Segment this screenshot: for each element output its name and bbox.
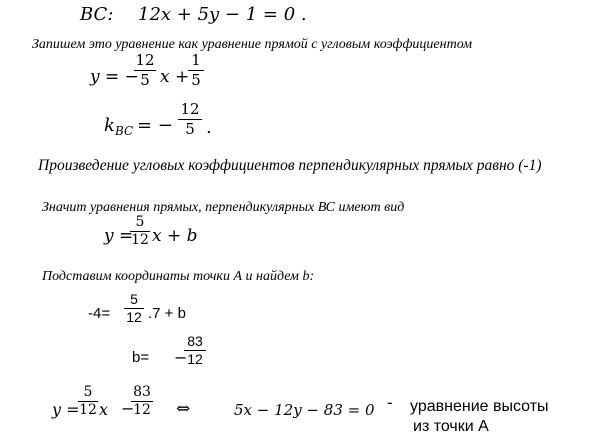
final-f2-num: 83 bbox=[133, 384, 151, 400]
perp-tail: x + b bbox=[152, 226, 198, 246]
subst-den: 12 bbox=[126, 309, 142, 326]
slope-lhs: y = − bbox=[90, 67, 139, 87]
slope-f2-den: 5 bbox=[191, 70, 201, 89]
final-fraction-1 bbox=[78, 385, 98, 419]
perp-num: 5 bbox=[135, 214, 145, 230]
perp-fraction bbox=[130, 215, 150, 249]
equivalence-symbol: ⇔ bbox=[176, 399, 191, 419]
perp-text: Значит уравнения прямых, перпендикулярных ВС имеют вид bbox=[42, 200, 405, 215]
slope-mid: x + bbox=[160, 67, 190, 87]
perp-den: 12 bbox=[131, 232, 149, 249]
k-eq: = − bbox=[137, 115, 173, 136]
slope-f2-num: 1 bbox=[191, 51, 201, 69]
slope-fraction-2 bbox=[188, 52, 204, 88]
final-x: x bbox=[99, 400, 109, 419]
subst-text: Подставим координаты точки А и найдем b: bbox=[42, 269, 315, 284]
k-num: 12 bbox=[180, 100, 200, 118]
b-sign: − bbox=[174, 348, 188, 367]
k-den: 5 bbox=[185, 119, 195, 138]
subst-fraction bbox=[124, 292, 144, 326]
k-subscript: BC bbox=[115, 124, 134, 138]
subst-num: 5 bbox=[130, 291, 138, 307]
final-lhs: y = bbox=[52, 400, 80, 419]
bc-equation: 12x + 5y − 1 = 0 . bbox=[138, 4, 307, 25]
final-f1-den: 12 bbox=[79, 402, 97, 419]
final-fraction-2 bbox=[131, 385, 153, 419]
slope-f1-den: 5 bbox=[140, 70, 150, 89]
b-den: 12 bbox=[187, 351, 203, 368]
subst-lhs: -4= bbox=[88, 305, 111, 322]
final-minus: − bbox=[121, 399, 135, 418]
bc-label: BC: bbox=[80, 4, 114, 25]
intro-text: Запишем это уравнение как уравнение прямой с угловым коэффициентом bbox=[32, 37, 473, 52]
k-fraction bbox=[178, 101, 202, 137]
final-note-line2: из точки А bbox=[413, 418, 489, 435]
b-lhs: b= bbox=[132, 349, 150, 366]
slope-fraction-1 bbox=[134, 52, 156, 88]
final-general-equation: 5x − 12y − 83 = 0 bbox=[234, 401, 375, 419]
b-fraction bbox=[184, 334, 206, 368]
final-dash: - bbox=[387, 393, 393, 412]
slope-f1-num: 12 bbox=[135, 51, 155, 69]
final-note-line1: уравнение высоты bbox=[410, 398, 549, 415]
b-num: 83 bbox=[187, 333, 203, 349]
perp-lhs: y = bbox=[104, 226, 134, 246]
k-symbol: k bbox=[104, 115, 115, 136]
final-f2-den: 12 bbox=[133, 402, 151, 419]
k-period: . bbox=[206, 117, 212, 138]
product-text: Произведение угловых коэффициентов перпендикулярных прямых равно (-1) bbox=[38, 157, 542, 174]
final-f1-num: 5 bbox=[83, 384, 93, 400]
subst-tail: .7 + b bbox=[148, 305, 186, 322]
